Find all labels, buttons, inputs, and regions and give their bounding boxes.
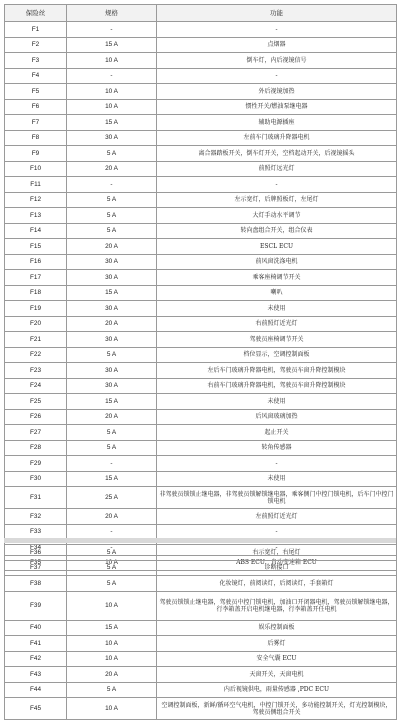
function-cell: 大灯手动水平调节 <box>157 208 397 224</box>
function-cell: 外后视镜加热 <box>157 84 397 100</box>
table-row <box>5 301 397 317</box>
fuse-id-cell: F4 <box>5 68 67 84</box>
function-cell: 左前车门玻璃升降器电机 <box>157 130 397 146</box>
table-separator <box>4 538 396 543</box>
fuse-id-cell: F2 <box>5 37 67 53</box>
function-cell: 后风窗玻璃加热 <box>157 409 397 425</box>
fuse-id-cell: F37 <box>5 560 67 576</box>
table-row <box>5 682 397 698</box>
rating-cell: 5 A <box>67 545 157 561</box>
fuse-id-cell: F41 <box>5 636 67 652</box>
function-cell: 档位显示，空调控制面板 <box>157 347 397 363</box>
rating-cell: 30 A <box>67 301 157 317</box>
function-cell: 倒车灯，内后视镜信号 <box>157 53 397 69</box>
fuse-id-cell: F21 <box>5 332 67 348</box>
table-row <box>5 425 397 441</box>
table-row <box>5 146 397 162</box>
rating-cell: 30 A <box>67 254 157 270</box>
table-row <box>5 130 397 146</box>
function-cell: 右前照灯近光灯 <box>157 316 397 332</box>
table-row <box>5 698 397 720</box>
fuse-id-cell: F10 <box>5 161 67 177</box>
function-cell: 化妆镜灯，前阅读灯，后阅读灯，手套箱灯 <box>157 576 397 592</box>
fuse-id-cell: F24 <box>5 378 67 394</box>
rating-cell: 20 A <box>67 239 157 255</box>
rating-cell: - <box>67 68 157 84</box>
rating-cell: 5 A <box>67 576 157 592</box>
fuse-id-cell: F36 <box>5 545 67 561</box>
fuse-id-cell: F12 <box>5 192 67 208</box>
function-cell: 后雾灯 <box>157 636 397 652</box>
fuse-id-cell: F45 <box>5 698 67 720</box>
function-cell: 转向盘组合开关，组合仪表 <box>157 223 397 239</box>
table-row <box>5 363 397 379</box>
fuse-id-cell: F43 <box>5 667 67 683</box>
function-cell: 转角传感器 <box>157 440 397 456</box>
rating-cell: 10 A <box>67 53 157 69</box>
rating-cell: 15 A <box>67 115 157 131</box>
table-row <box>5 239 397 255</box>
fuse-id-cell: F25 <box>5 394 67 410</box>
rating-cell: 5 A <box>67 682 157 698</box>
rating-cell: 10 A <box>67 636 157 652</box>
table-row <box>5 37 397 53</box>
rating-cell: 30 A <box>67 270 157 286</box>
rating-cell: 5 A <box>67 425 157 441</box>
function-cell: - <box>157 177 397 193</box>
table-row <box>5 53 397 69</box>
fuse-id-cell: F44 <box>5 682 67 698</box>
fuse-id-cell: F7 <box>5 115 67 131</box>
function-cell: 喇叭 <box>157 285 397 301</box>
fuse-id-cell: F20 <box>5 316 67 332</box>
fuse-id-cell: F40 <box>5 620 67 636</box>
rating-cell: 15 A <box>67 285 157 301</box>
fuse-id-cell: F31 <box>5 487 67 509</box>
table-row <box>5 84 397 100</box>
table-row <box>5 285 397 301</box>
function-cell: 左前照灯近光灯 <box>157 509 397 525</box>
fuse-id-cell: F6 <box>5 99 67 115</box>
function-cell: - <box>157 68 397 84</box>
function-cell: - <box>157 540 397 556</box>
fuse-id-cell: F9 <box>5 146 67 162</box>
table-row <box>5 332 397 348</box>
function-cell: 右示宽灯，右尾灯 <box>157 545 397 561</box>
fuse-id-cell: F19 <box>5 301 67 317</box>
fuse-id-cell: F5 <box>5 84 67 100</box>
fuse-id-cell: F8 <box>5 130 67 146</box>
fuse-id-cell: F32 <box>5 509 67 525</box>
rating-cell: - <box>67 456 157 472</box>
function-cell: 前风窗洗涤电机 <box>157 254 397 270</box>
table-row <box>5 456 397 472</box>
rating-cell: 5 A <box>67 146 157 162</box>
table-row <box>5 576 397 592</box>
table-row <box>5 347 397 363</box>
table-header-row <box>5 5 397 22</box>
header-fuse: 保险丝 <box>5 5 67 22</box>
fuse-id-cell: F38 <box>5 576 67 592</box>
table-row <box>5 316 397 332</box>
rating-cell: - <box>67 540 157 556</box>
table-row <box>5 192 397 208</box>
function-cell: 驾驶员锁锁止继电器，驾驶员中控门锁电机，加油口开闭器电机，驾驶员锁解锁继电器，行李箱盖开启电机继电器，行李箱盖开任电机 <box>157 591 397 620</box>
function-cell: 左后车门玻璃升降器电机，驾驶员车窗升降控制模块 <box>157 363 397 379</box>
table-row <box>5 115 397 131</box>
fuse-id-cell: F14 <box>5 223 67 239</box>
fuse-id-cell: F22 <box>5 347 67 363</box>
function-cell: 左示宽灯，后牌照板灯，左尾灯 <box>157 192 397 208</box>
function-cell: 娱乐控制面板 <box>157 620 397 636</box>
function-cell: 未使用 <box>157 471 397 487</box>
table-row <box>5 440 397 456</box>
fuse-table-2 <box>4 544 397 720</box>
table-row <box>5 22 397 38</box>
rating-cell: - <box>67 22 157 38</box>
table-row <box>5 68 397 84</box>
fuse-id-cell: F17 <box>5 270 67 286</box>
function-cell: ABS ECU，自动变速箱 ECU <box>157 555 397 571</box>
function-cell: 右前车门玻璃升降器电机，驾驶员车窗升降控制模块 <box>157 378 397 394</box>
rating-cell: 30 A <box>67 130 157 146</box>
function-cell: ESCL ECU <box>157 239 397 255</box>
rating-cell: 20 A <box>67 409 157 425</box>
table-row <box>5 409 397 425</box>
header-rating: 规格 <box>67 5 157 22</box>
rating-cell: 30 A <box>67 363 157 379</box>
fuse-id-cell: F18 <box>5 285 67 301</box>
fuse-id-cell: F35 <box>5 555 67 571</box>
rating-cell: 15 A <box>67 471 157 487</box>
function-cell: 未使用 <box>157 301 397 317</box>
fuse-id-cell: F30 <box>5 471 67 487</box>
rating-cell: 10 A <box>67 591 157 620</box>
rating-cell: 5 A <box>67 440 157 456</box>
rating-cell: - <box>67 177 157 193</box>
fuse-table-1 <box>4 4 397 571</box>
table-row <box>5 378 397 394</box>
function-cell: 点烟器 <box>157 37 397 53</box>
function-cell: 惯性开关/燃油泵继电器 <box>157 99 397 115</box>
function-cell: 辅助电源插座 <box>157 115 397 131</box>
table-row <box>5 223 397 239</box>
rating-cell: 10 A <box>67 84 157 100</box>
table-row <box>5 545 397 561</box>
function-cell: 乘客座椅调节开关 <box>157 270 397 286</box>
function-cell: 未使用 <box>157 394 397 410</box>
table-row <box>5 99 397 115</box>
fuse-id-cell: F23 <box>5 363 67 379</box>
fuse-id-cell: F11 <box>5 177 67 193</box>
function-cell: 驾驶员座椅调节开关 <box>157 332 397 348</box>
table-row <box>5 471 397 487</box>
function-cell: 起止开关 <box>157 425 397 441</box>
table-row <box>5 620 397 636</box>
rating-cell: 10 A <box>67 698 157 720</box>
function-cell: 天窗开关，天窗电机 <box>157 667 397 683</box>
fuse-id-cell: F34 <box>5 540 67 556</box>
function-cell: 非驾驶员锁锁止继电器，非驾驶员锁解锁继电器，乘客侧门中控门锁电机，后车门中控门锁电机 <box>157 487 397 509</box>
rating-cell: 5 A <box>67 208 157 224</box>
table-row <box>5 667 397 683</box>
rating-cell: 25 A <box>67 487 157 509</box>
rating-cell: 5 A <box>67 192 157 208</box>
rating-cell: 20 A <box>67 161 157 177</box>
rating-cell: 10 A <box>67 99 157 115</box>
fuse-id-cell: F15 <box>5 239 67 255</box>
rating-cell: 5 A <box>67 223 157 239</box>
table-row <box>5 560 397 576</box>
function-cell: - <box>157 456 397 472</box>
function-cell: 诊断接口 <box>157 560 397 576</box>
fuse-id-cell: F13 <box>5 208 67 224</box>
fuse-id-cell: F33 <box>5 524 67 540</box>
rating-cell: 5 A <box>67 560 157 576</box>
rating-cell: 20 A <box>67 316 157 332</box>
rating-cell: 10 A <box>67 651 157 667</box>
table-row <box>5 591 397 620</box>
table-row <box>5 487 397 509</box>
fuse-id-cell: F29 <box>5 456 67 472</box>
rating-cell: 5 A <box>67 347 157 363</box>
fuse-id-cell: F42 <box>5 651 67 667</box>
fuse-id-cell: F39 <box>5 591 67 620</box>
rating-cell: 30 A <box>67 332 157 348</box>
fuse-id-cell: F16 <box>5 254 67 270</box>
rating-cell: 15 A <box>67 394 157 410</box>
fuse-id-cell: F3 <box>5 53 67 69</box>
table-row <box>5 636 397 652</box>
fuse-id-cell: F28 <box>5 440 67 456</box>
rating-cell: 20 A <box>67 667 157 683</box>
table-row <box>5 208 397 224</box>
rating-cell: 15 A <box>67 620 157 636</box>
function-cell: - <box>157 22 397 38</box>
rating-cell: 10 A <box>67 555 157 571</box>
function-cell: 安全气囊 ECU <box>157 651 397 667</box>
table-row <box>5 394 397 410</box>
function-cell: - <box>157 524 397 540</box>
rating-cell: 30 A <box>67 378 157 394</box>
table-row <box>5 509 397 525</box>
table-row <box>5 651 397 667</box>
fuse-id-cell: F1 <box>5 22 67 38</box>
function-cell: 离合器踏板开关，倒车灯开关，空档起动开关，后视镜摇头 <box>157 146 397 162</box>
function-cell: 前照灯远光灯 <box>157 161 397 177</box>
rating-cell: - <box>67 524 157 540</box>
function-cell: 内后视镜供电，雨量传感器 ,PDC ECU <box>157 682 397 698</box>
table-row <box>5 161 397 177</box>
table-row <box>5 254 397 270</box>
fuse-id-cell: F27 <box>5 425 67 441</box>
function-cell: 空调控制面板，新鲜/循环空气电机，中控门锁开关，多功能控制开关，灯光控制模块，驾驶员侧组合开关 <box>157 698 397 720</box>
header-function: 功能 <box>157 5 397 22</box>
table-row <box>5 177 397 193</box>
table-row <box>5 270 397 286</box>
rating-cell: 15 A <box>67 37 157 53</box>
fuse-id-cell: F26 <box>5 409 67 425</box>
rating-cell: 20 A <box>67 509 157 525</box>
